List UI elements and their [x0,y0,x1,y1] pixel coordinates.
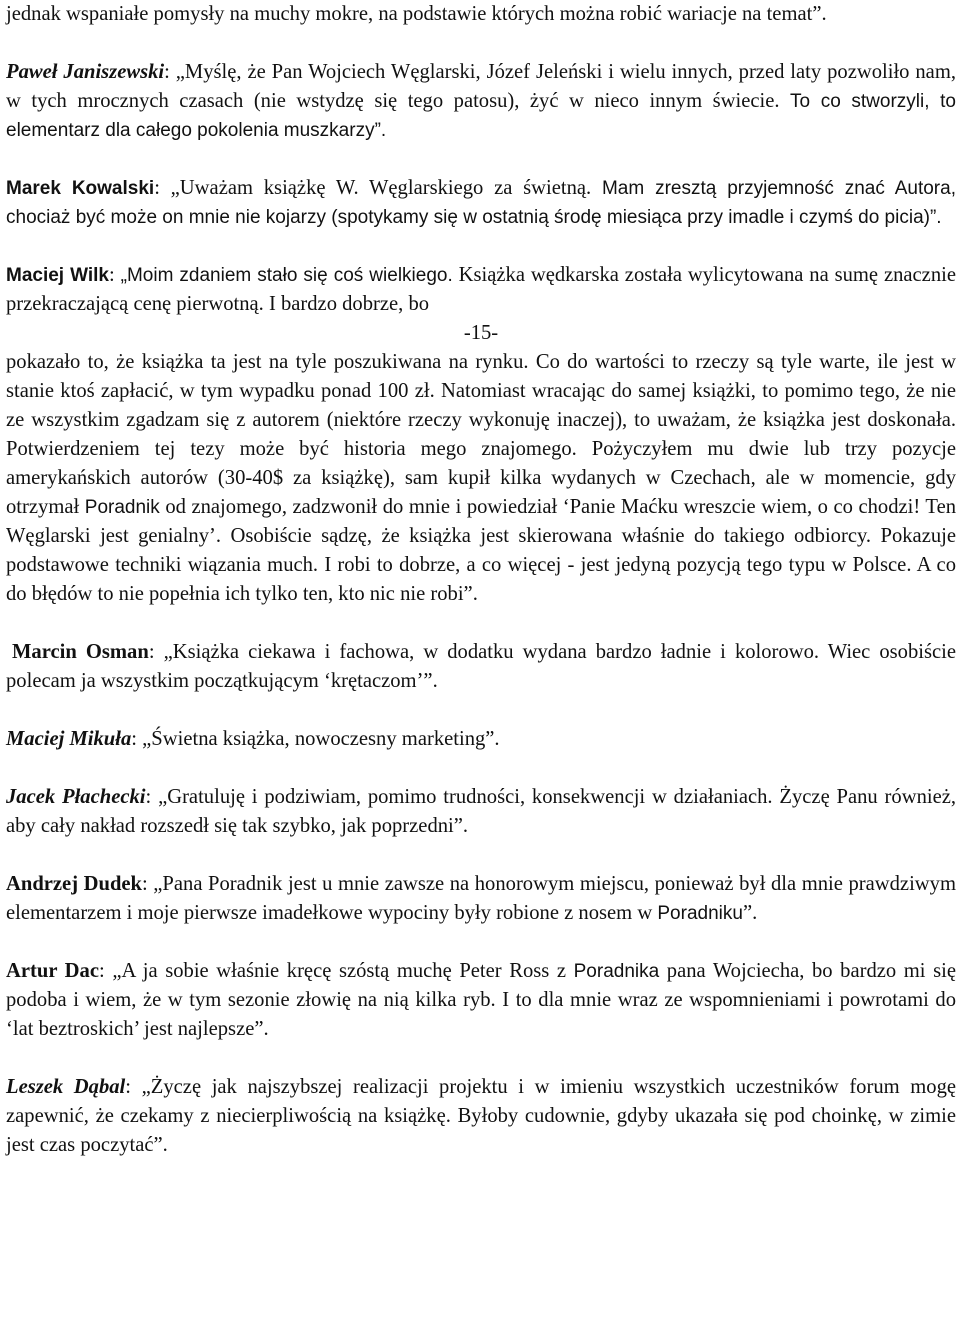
paragraph-intro [6,0,956,29]
paragraph-pawel-janiszewski: Paweł Janiszewski: „Myślę, że Pan Wojciech Węglarski, Józef Jeleński i wielu innych, przed laty pozwoliło nam, w tych mrocznych czasach (nie wstydzę się tego patosu), żyć w nieco innym świecie. To co stworzyli, to elementarz dla całego pokolenia muszkarzy”. [6,61,956,141]
speaker-name: Paweł Janiszewski [6,61,165,83]
paragraph-text: pana Wojciecha, bo bardzo mi się podoba i wiem, że w tym sezonie złowię na nią kilka ryb. I to dla mnie wraz ze wspomnieniami i powrotami do ‘lat beztroskich’ jest najlepsze”. [6,960,956,1040]
paragraph-artur-dac: Artur Dac: „A ja sobie właśnie kręcę szóstą muchę Peter Ross z Poradnika pana Wojciecha, bo bardzo mi się podoba i wiem, że w tym sezonie złowię na nią kilka ryb. I to dla mnie wraz ze wspomnieniami i powrotami do ‘lat beztroskich’ jest najlepsze”. [6,960,956,1040]
speaker-name: Maciej Mikuła [6,728,132,750]
paragraph-text-sans: Mam zresztą przyjemność znać Autora, chociaż być może on mnie nie kojarzy (spotykamy się w ostatnią środę miesiąca przy imadle i czymś do picia)”. [6,178,956,228]
speaker-name: Maciej Wilk [6,265,109,286]
paragraph-text-sans: To co stworzyli, to elementarz dla całego pokolenia muszkarzy”. [6,91,956,141]
paragraph-leszek-dabal: Leszek Dąbal: „Życzę jak najszybszej realizacji projektu i w imieniu wszystkich uczestników forum mogę zapewnić, że czekamy z niecierpliwością na książkę. Byłoby cudownie, gdyby ukazała się pod choinkę, w zimie jest czas poczytać”. [6,1076,957,1156]
book-title: Poradniku [657,903,743,924]
paragraph-text: „Uważam książkę W. Węglarskiego za świetną. [170,177,592,199]
paragraph-text-sans: „Moim zdaniem stało się coś wielkiego. [120,265,453,286]
paragraph-marek-kowalski: Marek Kowalski: „Uważam książkę W. Węglarskiego za świetną. Mam zresztą przyjemność znać Autora, chociaż być może on mnie nie kojarzy (spotykamy się w ostatnią środę miesiąca przy imadle i czymś do picia)”. [6,177,956,228]
book-title: Poradnika [573,961,660,982]
paragraph-maciej-wilk: Maciej Wilk: „Moim zdaniem stało się coś wielkiego. Książka wędkarska została wylicytowana na sumę znacznie przekraczającą cenę pierwotną. I bardzo dobrze, bo [6,264,956,315]
paragraph-maciej-wilk-continued [6,348,956,609]
speaker-name: Leszek Dąbal [6,1076,126,1098]
document-page [6,0,956,1318]
paragraph-text: Książka wędkarska została wylicytowana na sumę znacznie przekraczającą cenę pierwotną. I bardzo dobrze, bo [6,264,956,315]
paragraph-text: „Gratuluję i podziwiam, pomimo trudności, konsekwencji w działaniach. Życzę Panu również, aby cały nakład rozszedł się tak szybko, jak poprzedni”. [6,786,957,837]
speaker-name: Jacek Płachecki [6,786,146,808]
paragraph-jacek-plachecki: Jacek Płachecki: „Gratuluję i podziwiam, pomimo trudności, konsekwencji w działaniach. Życzę Panu również, aby cały nakład rozszedł się tak szybko, jak poprzedni”. [6,786,957,837]
paragraph-text: ”. [742,902,758,924]
paragraph-text: jednak wspaniałe pomysły na muchy mokre, na podstawie których można robić wariacje na temat”. [6,3,827,25]
paragraph-text: „Życzę jak najszybszej realizacji projektu i w imieniu wszystkich uczestników forum mogę zapewnić, że czekamy z niecierpliwością na książkę. Byłoby cudownie, gdyby ukazała się pod choinkę, w zimie jest czas poczytać”. [6,1076,957,1156]
paragraph-text: „Świetna książka, nowoczesny marketing”. [142,728,500,750]
speaker-name: Artur Dac [6,960,99,982]
paragraph-text: pokazało to, że książka ta jest na tyle poszukiwana na rynku. Co do wartości to rzeczy są tyle warte, ile jest w stanie ktoś zapłacić, w tym wypadku ponad 100 zł. Natomiast wracając do samej książki, to pomimo tego, że nie ze wszystkim zgadzam się z autorem (niektóre rzeczy wykonuję inaczej), to uważam, że książka jest doskonała. Potwierdzeniem tej tezy może być historia mego znajomego. Pożyczyłem mu dwie lub trzy pozycje amerykańskich autorów (30-40$ za książkę), sam kupił kilka wydanych w Czechach, ale w momencie, gdy otrzymał [6,351,956,518]
paragraph-maciej-mikula: Maciej Mikuła: „Świetna książka, nowoczesny marketing”. [6,728,500,750]
paragraph-andrzej-dudek: Andrzej Dudek: „Pana Poradnik jest u mnie zawsze na honorowym miejscu, ponieważ był dla mnie prawdziwym elementarzem i moje pierwsze imadełkowe wypociny były robione z nosem w Poradniku”. [6,873,956,924]
paragraph-text: od znajomego, zadzwonił do mnie i powiedział ‘Panie Maćku wreszcie wiem, o co chodzi! Ten Węglarski jest genialny’. Osobiście sądzę, że książka jest skierowana właśnie do takiego odbiorcy. Pokazuje podstawowe techniki wiązania much. I robi to dobrze, a co więcej - jest jedyną pozycją tego typu w Polsce. A co do błędów to nie popełnia ich tylko ten, kto nic nie robi”. [6,496,957,605]
paragraph-text: „Pana Poradnik jest u mnie zawsze na honorowym miejscu, ponieważ był dla mnie prawdziwym elementarzem i moje pierwsze imadełkowe wypociny były robione z nosem w [6,873,956,924]
paragraph-marcin-osman: Marcin Osman: „Książka ciekawa i fachowa, w dodatku wydana bardzo ładnie i kolorowo. Wiec osobiście polecam ja wszystkim początkującym ‘krętaczom’”. [6,641,957,692]
speaker-name: Marek Kowalski [6,178,155,199]
paragraph-text: „A ja sobie właśnie kręcę szóstą muchę Peter Ross z [112,960,567,982]
book-title: Poradnik [84,497,160,518]
page-number: -15- [463,322,499,344]
speaker-name: Marcin Osman [12,641,149,663]
paragraph-text: „Myślę, że Pan Wojciech Węglarski, Józef Jeleński i wielu innych, przed laty pozwoliło nam, w tych mrocznych czasach (nie wstydzę się tego patosu), żyć w nieco innym świecie. [6,61,956,112]
speaker-name: Andrzej Dudek [6,873,142,895]
paragraph-text: „Książka ciekawa i fachowa, w dodatku wydana bardzo ładnie i kolorowo. Wiec osobiście polecam ja wszystkim początkującym ‘krętaczom’”. [6,641,957,692]
